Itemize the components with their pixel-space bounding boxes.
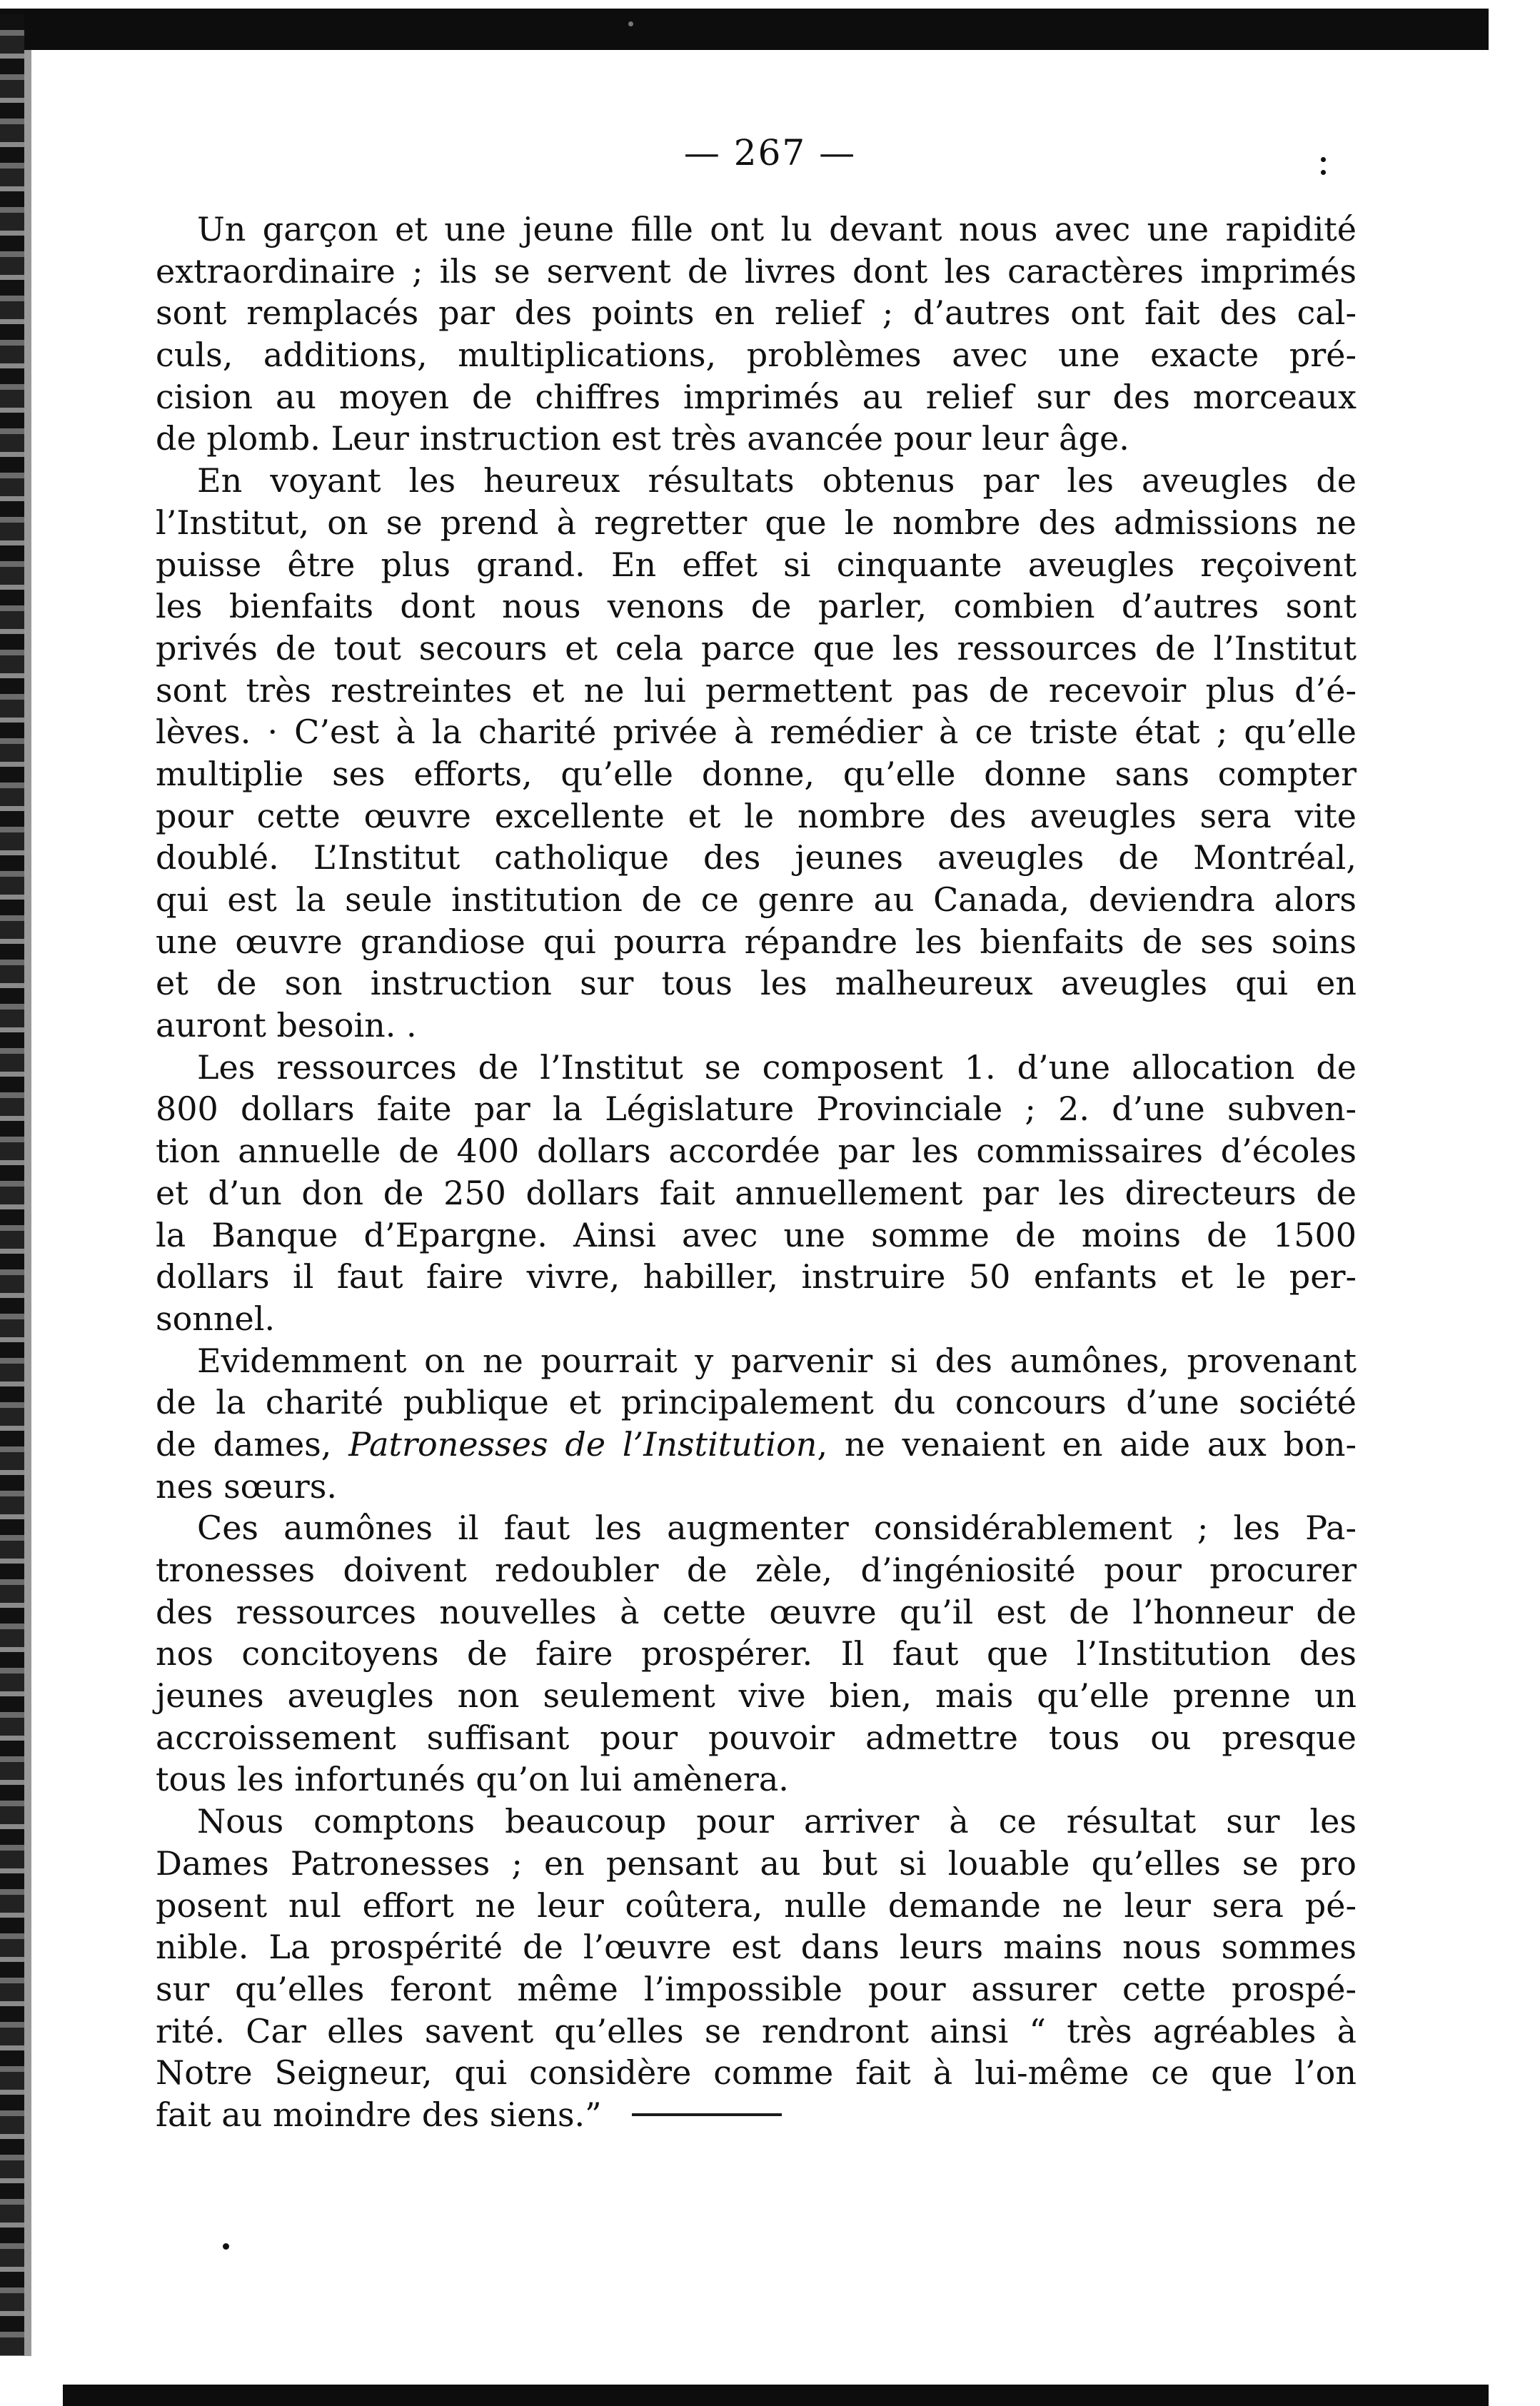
text-line: et de son instruction sur tous les malheureux aveugles qui en xyxy=(156,964,1357,1003)
text-line: culs, additions, multiplications, problèmes avec une exacte pré- xyxy=(156,336,1357,375)
text-line: Les ressources de l’Institut se composent 1. d’une allocation de xyxy=(197,1047,1357,1087)
text-line: rité. Car elles savent qu’elles se rendront ainsi “ très agréables à xyxy=(156,2011,1357,2050)
scan-border-top xyxy=(0,9,1489,50)
stray-mark xyxy=(223,2243,229,2250)
text-line: une œuvre grandiose qui pourra répandre les bienfaits de ses soins xyxy=(156,922,1357,961)
text-line: les bienfaits dont nous venons de parler, combien d’autres sont xyxy=(156,587,1357,626)
text-line: dollars il faut faire vivre, habiller, instruire 50 enfants et le per- xyxy=(156,1257,1357,1297)
text-line: qui est la seule institution de ce genre au Canada, deviendra alors xyxy=(156,880,1357,919)
text-line: Notre Seigneur, qui considère comme fait à lui-même ce que l’on xyxy=(156,2053,1357,2093)
text-line: sont remplacés par des points en relief ; d’autres ont fait des cal- xyxy=(156,293,1357,333)
text-line: de la charité publique et principalement du concours d’une société xyxy=(156,1383,1357,1422)
text-line: la Banque d’Epargne. Ainsi avec une somme de moins de 1500 xyxy=(156,1215,1357,1254)
text-line: nible. La prospérité de l’œuvre est dans leurs mains nous sommes xyxy=(156,1928,1357,1967)
text-line: 800 dollars faite par la Législature Provinciale ; 2. d’une subven- xyxy=(156,1089,1357,1129)
end-rule xyxy=(632,2113,782,2116)
text-line: multiplie ses efforts, qu’elle donne, qu’elle donne sans compter xyxy=(156,754,1357,793)
text-line: des ressources nouvelles à cette œuvre qu’il est de l’honneur de xyxy=(156,1592,1357,1631)
text-line: lèves. · C’est à la charité privée à remédier à ce triste état ; qu’elle xyxy=(156,713,1357,752)
scan-border-left xyxy=(0,14,24,2356)
body-text xyxy=(156,208,1357,2136)
text-line: sur qu’elles feront même l’impossible pour assurer cette prospé- xyxy=(156,1969,1357,2008)
text-line: pour cette œuvre excellente et le nombre des aveugles sera vite xyxy=(156,796,1357,835)
text-line: privés de tout secours et cela parce que les ressources de l’Institut xyxy=(156,628,1357,668)
text-line: sonnel. xyxy=(156,1299,276,1338)
text-line: accroissement suffisant pour pouvoir admettre tous ou presque xyxy=(156,1718,1357,1757)
scan-border-bottom xyxy=(63,2385,1489,2406)
text-line: nos concitoyens de faire prospérer. Il faut que l’Institution des xyxy=(156,1634,1357,1673)
text-line: auront besoin. . xyxy=(156,1006,417,1045)
text-line: Evidemment on ne pourrait y parvenir si des aumônes, provenant xyxy=(197,1341,1357,1380)
stray-mark xyxy=(628,21,633,26)
text-line: doublé. L’Institut catholique des jeunes aveugles de Montréal, xyxy=(156,838,1357,877)
text-line: nes sœurs. xyxy=(156,1466,338,1506)
italic-phrase: Patronesses de l’Institution xyxy=(348,1424,817,1464)
text-line: tronesses doivent redoubler de zèle, d’ingéniosité pour procurer xyxy=(156,1551,1357,1589)
text-line: posent nul effort ne leur coûtera, nulle demande ne leur sera pé- xyxy=(156,1886,1357,1925)
text-line: Dames Patronesses ; en pensant au but si louable qu’elles se pro xyxy=(156,1843,1357,1883)
text-line: cision au moyen de chiffres imprimés au relief sur des morceaux xyxy=(156,377,1357,416)
text-line: et d’un don de 250 dollars fait annuellement par les directeurs de xyxy=(156,1173,1357,1212)
text-line: jeunes aveugles non seulement vive bien, mais qu’elle prenne un xyxy=(156,1676,1357,1716)
text-line: tion annuelle de 400 dollars accordée par les commissaires d’écoles xyxy=(156,1132,1357,1171)
text-line: En voyant les heureux résultats obtenus par les aveugles de xyxy=(197,461,1357,500)
text-line: fait au moindre des siens.” xyxy=(156,2095,602,2134)
text-line: puisse être plus grand. En effet si cinquante aveugles reçoivent xyxy=(156,545,1357,584)
text-line: l’Institut, on se prend à regretter que le nombre des admissions ne xyxy=(156,503,1357,542)
page-number: — 267 — xyxy=(683,132,857,173)
text-line: Nous comptons beaucoup pour arriver à ce résultat sur les xyxy=(197,1802,1357,1841)
text-line: sont très restreintes et ne lui permettent pas de recevoir plus d’é- xyxy=(156,670,1357,710)
text-line: Ces aumônes il faut les augmenter considérablement ; les Pa- xyxy=(197,1509,1357,1548)
scan-border-left-shadow xyxy=(24,50,31,2356)
text-line: de plomb. Leur instruction est très avancée pour leur âge. xyxy=(156,419,1129,458)
text-line: tous les infortunés qu’on lui amènera. xyxy=(156,1760,789,1799)
text-line: Un garçon et une jeune fille ont lu devant nous avec une rapidité xyxy=(197,210,1357,248)
text-line: extraordinaire ; ils se servent de livres dont les caractères imprimés xyxy=(156,251,1357,291)
text-line: de dames, Patronesses de l’Institution, ne venaient en aide aux bon- xyxy=(156,1424,1357,1464)
